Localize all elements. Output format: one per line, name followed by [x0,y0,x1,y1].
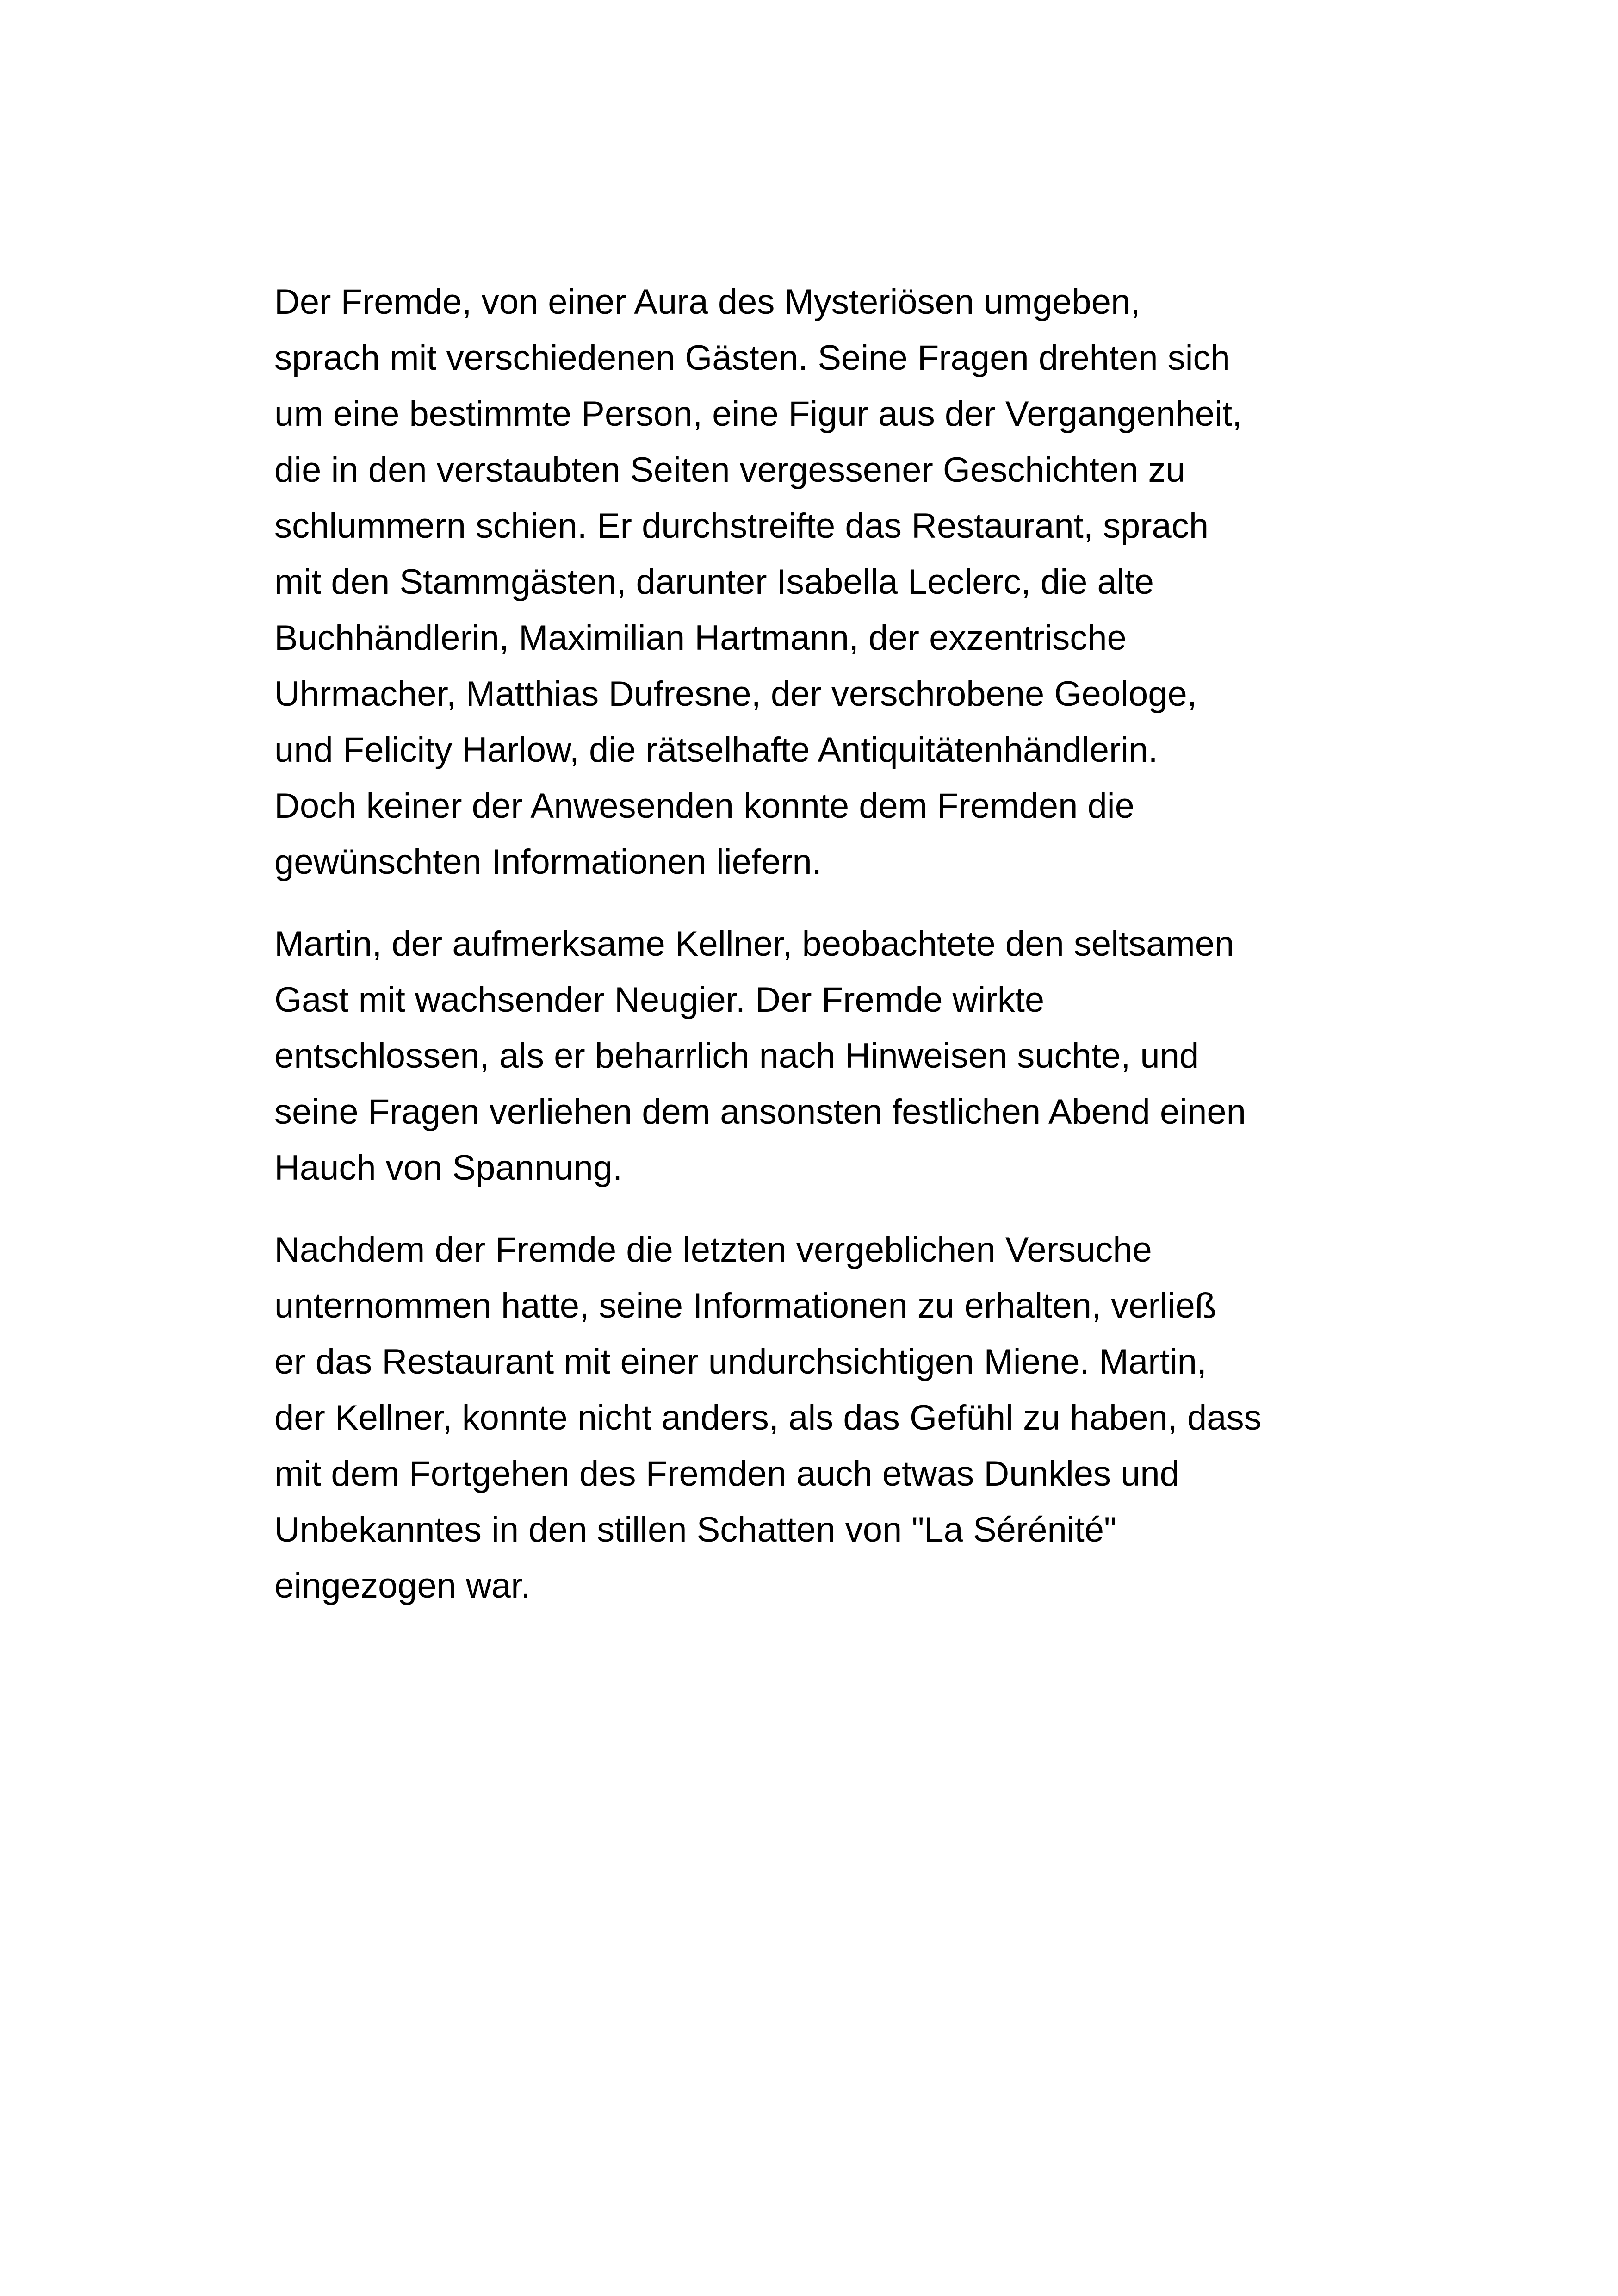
text-line: unternommen hatte, seine Informationen zu erhalten, verließ [274,1286,1217,1325]
text-line: Hauch von Spannung. [274,1148,623,1188]
text-line: Uhrmacher, Matthias Dufresne, der verschrobene Geologe, [274,674,1197,714]
text-line: gewünschten Informationen liefern. [274,842,822,882]
text-line: er das Restaurant mit einer undurchsichtigen Miene. Martin, [274,1342,1207,1381]
text-line: Doch keiner der Anwesenden konnte dem Fremden die [274,786,1134,826]
paragraph-1 [274,274,1408,890]
text-line: entschlossen, als er beharrlich nach Hinweisen suchte, und [274,1036,1199,1076]
text-line: mit dem Fortgehen des Fremden auch etwas Dunkles und [274,1454,1179,1493]
text-line: mit den Stammgästen, darunter Isabella Leclerc, die alte [274,562,1154,602]
text-line: der Kellner, konnte nicht anders, als das Gefühl zu haben, dass [274,1398,1262,1437]
text-line: um eine bestimmte Person, eine Figur aus der Vergangenheit, [274,394,1242,434]
text-line: Gast mit wachsender Neugier. Der Fremde wirkte [274,980,1045,1020]
text-line: sprach mit verschiedenen Gästen. Seine Fragen drehten sich [274,338,1230,378]
paragraph-3 [274,1222,1408,1614]
body-text [274,274,1408,1640]
text-line: die in den verstaubten Seiten vergessener Geschichten zu [274,450,1185,490]
text-line: und Felicity Harlow, die rätselhafte Antiquitätenhändlerin. [274,730,1158,770]
text-line: Der Fremde, von einer Aura des Mysteriösen umgeben, [274,282,1141,322]
text-line: Martin, der aufmerksame Kellner, beobachtete den seltsamen [274,924,1234,964]
text-line: Nachdem der Fremde die letzten vergeblichen Versuche [274,1230,1152,1269]
paragraph-2 [274,916,1408,1196]
text-line: seine Fragen verliehen dem ansonsten festlichen Abend einen [274,1092,1246,1132]
text-line: schlummern schien. Er durchstreifte das Restaurant, sprach [274,506,1209,546]
text-line: Buchhändlerin, Maximilian Hartmann, der exzentrische [274,618,1127,658]
text-line: eingezogen war. [274,1566,531,1605]
text-line: Unbekanntes in den stillen Schatten von "La Sérénité" [274,1510,1117,1549]
